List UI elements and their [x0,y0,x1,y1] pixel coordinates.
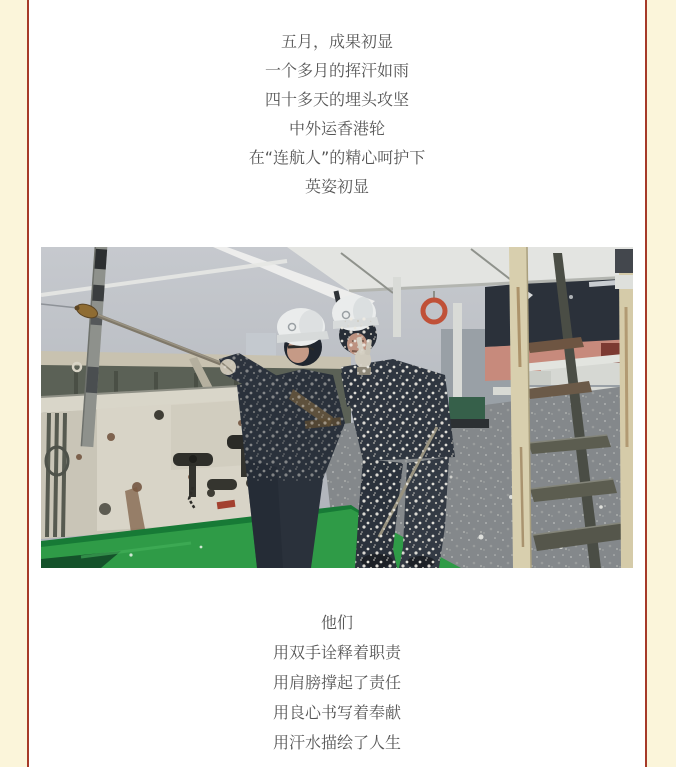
poem-line: 五月，成果初显 [280,32,393,51]
poem-line: 中外运香港轮 [288,119,385,138]
article-photo[interactable] [41,247,633,568]
poem-line: 用汗水描绘了人生 [272,733,401,752]
poem-line: 用双手诠释着职责 [272,643,401,662]
stanza-top [29,0,645,201]
stanza-bottom [29,568,645,758]
poem-line: 在“连航人”的精心呵护下 [248,148,426,167]
poem-line: 他们 [320,613,353,632]
poem-line: 一个多月的挥汗如雨 [264,61,409,80]
poem-line: 四十多天的埋头攻坚 [264,90,409,109]
article-frame [27,0,647,767]
poem-line: 用良心书写着奉献 [272,703,401,722]
poem-line: 英姿初显 [304,177,369,196]
poem-line: 用肩膀撑起了责任 [272,673,401,692]
